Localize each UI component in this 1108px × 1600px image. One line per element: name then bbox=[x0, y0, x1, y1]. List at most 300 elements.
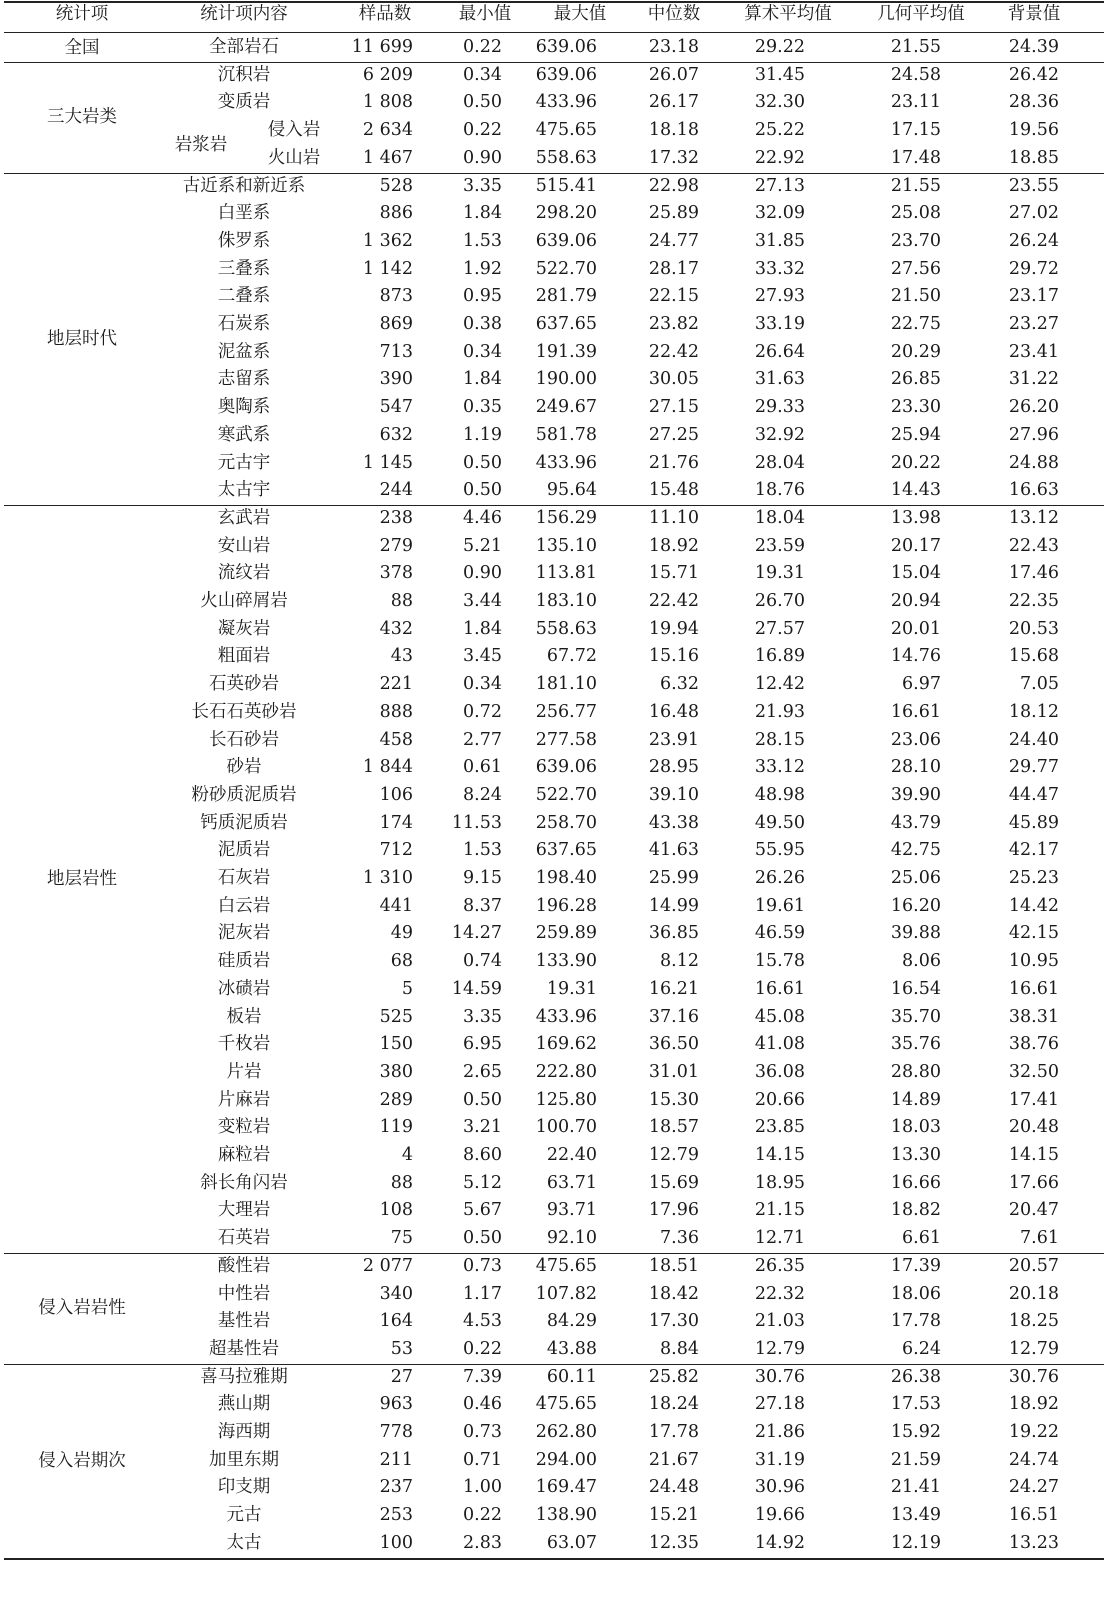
row-value: 26.42 bbox=[1008, 64, 1059, 85]
row-value: 23.06 bbox=[890, 729, 941, 750]
row-item-label: 二叠系 bbox=[217, 286, 271, 307]
row-value: 22.98 bbox=[648, 175, 699, 196]
row-value: 16.20 bbox=[890, 895, 941, 916]
row-value: 558.63 bbox=[535, 147, 597, 168]
row-value: 778 bbox=[379, 1422, 413, 1442]
row-value: 1 808 bbox=[362, 92, 413, 113]
row-value: 32.92 bbox=[754, 424, 805, 445]
row-value: 22.75 bbox=[890, 314, 941, 334]
row-item-label: 侏罗系 bbox=[217, 230, 271, 251]
row-value: 45.89 bbox=[1008, 812, 1059, 833]
row-value: 36.85 bbox=[648, 923, 699, 944]
row-value: 20.57 bbox=[1008, 1255, 1059, 1276]
row-value: 15.30 bbox=[648, 1089, 699, 1110]
row-value: 22.35 bbox=[1008, 591, 1059, 611]
row-value: 433.96 bbox=[535, 452, 597, 473]
group-label: 三大岩类 bbox=[47, 107, 117, 128]
row-value: 27.18 bbox=[754, 1394, 805, 1415]
row-value: 380 bbox=[379, 1061, 413, 1082]
row-value: 42.75 bbox=[890, 840, 941, 861]
row-value: 6.32 bbox=[660, 674, 699, 695]
row-value: 8.84 bbox=[660, 1338, 699, 1359]
row-value: 49 bbox=[390, 923, 413, 944]
row-value: 33.12 bbox=[754, 757, 805, 778]
row-value: 0.22 bbox=[463, 37, 502, 57]
row-value: 16.61 bbox=[890, 701, 941, 722]
row-value: 18.18 bbox=[648, 120, 699, 141]
row-item-label: 元古宇 bbox=[217, 452, 271, 473]
row-item-label: 侵入岩 bbox=[267, 120, 321, 141]
subgroup-label: 岩浆岩 bbox=[174, 134, 228, 155]
row-value: 277.58 bbox=[535, 729, 597, 750]
row-value: 39.88 bbox=[890, 923, 941, 944]
row-value: 0.38 bbox=[463, 314, 502, 334]
row-value: 16.21 bbox=[648, 978, 699, 999]
row-value: 1.53 bbox=[463, 840, 502, 861]
row-value: 873 bbox=[379, 286, 413, 307]
row-value: 7.39 bbox=[463, 1366, 502, 1387]
row-item-label: 泥灰岩 bbox=[217, 923, 271, 944]
row-value: 108 bbox=[379, 1200, 413, 1221]
row-value: 20.47 bbox=[1008, 1200, 1059, 1221]
row-value: 713 bbox=[379, 341, 413, 362]
row-value: 18.04 bbox=[754, 507, 805, 528]
table-bottom-rule bbox=[4, 1558, 1104, 1560]
row-value: 8.12 bbox=[660, 951, 699, 972]
row-value: 16.66 bbox=[890, 1172, 941, 1193]
row-value: 7.05 bbox=[1020, 674, 1059, 695]
row-value: 0.22 bbox=[463, 1505, 502, 1526]
row-value: 262.80 bbox=[535, 1422, 597, 1442]
row-value: 5.12 bbox=[463, 1172, 502, 1193]
row-value: 18.24 bbox=[648, 1394, 699, 1415]
row-item-label: 基性岩 bbox=[217, 1311, 271, 1332]
row-value: 0.50 bbox=[463, 92, 502, 113]
row-value: 869 bbox=[379, 314, 413, 334]
row-value: 19.94 bbox=[648, 618, 699, 639]
row-value: 36.08 bbox=[754, 1061, 805, 1082]
row-value: 19.31 bbox=[754, 563, 805, 584]
row-item-label: 石英砂岩 bbox=[209, 674, 279, 695]
row-value: 475.65 bbox=[535, 1255, 597, 1276]
row-value: 30.76 bbox=[1008, 1366, 1059, 1387]
row-item-label: 泥盆系 bbox=[217, 341, 271, 362]
row-value: 23.70 bbox=[890, 230, 941, 251]
row-item-label: 变质岩 bbox=[217, 92, 271, 113]
row-value: 5 bbox=[401, 978, 413, 999]
row-value: 100 bbox=[379, 1532, 413, 1553]
row-value: 43.88 bbox=[546, 1338, 597, 1359]
row-value: 18.92 bbox=[1008, 1394, 1059, 1415]
row-item-label: 凝灰岩 bbox=[217, 618, 271, 639]
row-value: 522.70 bbox=[535, 784, 597, 805]
row-value: 18.06 bbox=[890, 1283, 941, 1304]
row-value: 1 310 bbox=[362, 868, 413, 888]
row-value: 42.17 bbox=[1008, 840, 1059, 861]
row-item-label: 片麻岩 bbox=[217, 1089, 271, 1110]
row-item-label: 超基性岩 bbox=[209, 1338, 279, 1359]
row-value: 3.35 bbox=[463, 175, 502, 196]
row-value: 28.80 bbox=[890, 1061, 941, 1082]
row-value: 24.48 bbox=[648, 1477, 699, 1498]
row-value: 67.72 bbox=[546, 646, 597, 667]
row-value: 3.35 bbox=[463, 1006, 502, 1027]
row-value: 21.03 bbox=[754, 1311, 805, 1332]
row-value: 19.31 bbox=[546, 978, 597, 999]
row-value: 14.59 bbox=[451, 978, 502, 999]
row-value: 8.60 bbox=[463, 1145, 502, 1165]
row-value: 21.93 bbox=[754, 701, 805, 722]
row-value: 31.22 bbox=[1008, 369, 1059, 390]
row-value: 458 bbox=[379, 729, 413, 750]
row-value: 26.64 bbox=[754, 341, 805, 362]
row-value: 42.15 bbox=[1008, 923, 1059, 944]
row-value: 53 bbox=[390, 1338, 413, 1359]
row-value: 378 bbox=[379, 563, 413, 584]
row-value: 3.21 bbox=[463, 1117, 502, 1138]
row-value: 6 209 bbox=[362, 64, 413, 85]
row-value: 33.32 bbox=[754, 258, 805, 279]
group-label: 全国 bbox=[64, 37, 100, 58]
row-value: 17.78 bbox=[890, 1311, 941, 1332]
row-value: 8.24 bbox=[463, 784, 502, 805]
row-value: 21.55 bbox=[890, 175, 941, 196]
row-value: 340 bbox=[379, 1283, 413, 1304]
row-item-label: 三叠系 bbox=[217, 258, 271, 279]
row-value: 18.03 bbox=[890, 1117, 941, 1138]
row-value: 6.24 bbox=[902, 1338, 941, 1359]
row-value: 63.07 bbox=[546, 1532, 597, 1553]
row-item-label: 大理岩 bbox=[217, 1200, 271, 1221]
row-value: 17.30 bbox=[648, 1311, 699, 1332]
row-value: 29.33 bbox=[754, 397, 805, 418]
row-value: 26.35 bbox=[754, 1255, 805, 1276]
row-value: 441 bbox=[379, 895, 413, 916]
row-item-label: 粗面岩 bbox=[217, 646, 271, 667]
row-value: 95.64 bbox=[546, 480, 597, 501]
row-item-label: 片岩 bbox=[226, 1061, 262, 1082]
row-value: 49.50 bbox=[754, 812, 805, 833]
row-value: 281.79 bbox=[535, 286, 597, 307]
row-value: 25.82 bbox=[648, 1366, 699, 1387]
row-value: 29.77 bbox=[1008, 757, 1059, 778]
row-value: 191.39 bbox=[535, 341, 597, 362]
row-value: 18.92 bbox=[648, 535, 699, 556]
row-value: 14.42 bbox=[1008, 895, 1059, 916]
row-value: 1 467 bbox=[362, 147, 413, 168]
row-value: 14.15 bbox=[1008, 1145, 1059, 1165]
row-value: 15.48 bbox=[648, 480, 699, 501]
row-value: 44.47 bbox=[1008, 784, 1059, 805]
row-value: 25.06 bbox=[890, 868, 941, 888]
row-value: 88 bbox=[390, 591, 413, 611]
row-value: 18.57 bbox=[648, 1117, 699, 1138]
row-value: 45.08 bbox=[754, 1006, 805, 1027]
row-value: 1 362 bbox=[362, 230, 413, 251]
row-item-label: 寒武系 bbox=[217, 424, 271, 445]
row-value: 963 bbox=[379, 1394, 413, 1415]
row-value: 637.65 bbox=[535, 314, 597, 334]
row-value: 26.70 bbox=[754, 591, 805, 611]
row-value: 43.38 bbox=[648, 812, 699, 833]
row-value: 15.68 bbox=[1008, 646, 1059, 667]
row-value: 26.07 bbox=[648, 64, 699, 85]
row-value: 13.49 bbox=[890, 1505, 941, 1526]
row-item-label: 石炭系 bbox=[217, 314, 271, 334]
row-value: 0.34 bbox=[463, 64, 502, 85]
row-value: 4.53 bbox=[463, 1311, 502, 1332]
row-value: 25.23 bbox=[1008, 868, 1059, 888]
row-value: 0.46 bbox=[463, 1394, 502, 1415]
row-value: 2.77 bbox=[463, 729, 502, 750]
column-header: 样品数 bbox=[358, 4, 412, 24]
row-value: 23.91 bbox=[648, 729, 699, 750]
row-item-label: 太古 bbox=[226, 1532, 262, 1553]
row-value: 0.50 bbox=[463, 1089, 502, 1110]
row-value: 28.10 bbox=[890, 757, 941, 778]
row-value: 258.70 bbox=[535, 812, 597, 833]
row-value: 547 bbox=[379, 397, 413, 418]
row-value: 289 bbox=[379, 1089, 413, 1110]
row-value: 13.30 bbox=[890, 1145, 941, 1165]
row-value: 4 bbox=[401, 1145, 413, 1165]
row-value: 26.38 bbox=[890, 1366, 941, 1387]
row-value: 12.79 bbox=[648, 1145, 699, 1165]
row-item-label: 元古 bbox=[226, 1505, 262, 1526]
row-value: 28.36 bbox=[1008, 92, 1059, 113]
row-value: 11.10 bbox=[648, 507, 699, 528]
row-item-label: 长石砂岩 bbox=[209, 729, 279, 750]
row-value: 1.19 bbox=[463, 424, 502, 445]
row-item-label: 玄武岩 bbox=[217, 507, 271, 528]
row-value: 27 bbox=[390, 1366, 413, 1387]
row-item-label: 燕山期 bbox=[217, 1394, 271, 1415]
row-value: 16.51 bbox=[1008, 1505, 1059, 1526]
row-value: 211 bbox=[379, 1449, 413, 1470]
row-value: 25.94 bbox=[890, 424, 941, 445]
row-value: 14.92 bbox=[754, 1532, 805, 1553]
row-item-label: 石灰岩 bbox=[217, 868, 271, 888]
row-value: 48.98 bbox=[754, 784, 805, 805]
row-value: 23.30 bbox=[890, 397, 941, 418]
row-item-label: 砂岩 bbox=[226, 757, 262, 778]
row-value: 23.27 bbox=[1008, 314, 1059, 334]
row-value: 18.82 bbox=[890, 1200, 941, 1221]
row-value: 0.22 bbox=[463, 1338, 502, 1359]
row-value: 29.72 bbox=[1008, 258, 1059, 279]
row-value: 11.53 bbox=[451, 812, 502, 833]
row-value: 27.15 bbox=[648, 397, 699, 418]
row-value: 39.90 bbox=[890, 784, 941, 805]
row-value: 27.02 bbox=[1008, 203, 1059, 224]
row-item-label: 太古宇 bbox=[217, 480, 271, 501]
row-value: 12.19 bbox=[890, 1532, 941, 1553]
row-value: 21.15 bbox=[754, 1200, 805, 1221]
row-item-label: 白垩系 bbox=[217, 203, 271, 224]
row-value: 886 bbox=[379, 203, 413, 224]
row-value: 14.76 bbox=[890, 646, 941, 667]
row-value: 106 bbox=[379, 784, 413, 805]
row-value: 23.55 bbox=[1008, 175, 1059, 196]
row-value: 475.65 bbox=[535, 1394, 597, 1415]
row-value: 28.15 bbox=[754, 729, 805, 750]
row-item-label: 流纹岩 bbox=[217, 563, 271, 584]
row-value: 27.96 bbox=[1008, 424, 1059, 445]
row-value: 198.40 bbox=[535, 868, 597, 888]
row-item-label: 斜长角闪岩 bbox=[200, 1172, 288, 1193]
row-item-label: 志留系 bbox=[217, 369, 271, 390]
row-value: 17.15 bbox=[890, 120, 941, 141]
row-value: 55.95 bbox=[754, 840, 805, 861]
row-value: 15.71 bbox=[648, 563, 699, 584]
row-value: 33.19 bbox=[754, 314, 805, 334]
row-value: 433.96 bbox=[535, 92, 597, 113]
row-item-label: 冰碛岩 bbox=[217, 978, 271, 999]
row-value: 22.32 bbox=[754, 1283, 805, 1304]
row-value: 18.95 bbox=[754, 1172, 805, 1193]
row-value: 279 bbox=[379, 535, 413, 556]
row-value: 37.16 bbox=[648, 1006, 699, 1027]
row-value: 22.92 bbox=[754, 147, 805, 168]
row-value: 60.11 bbox=[546, 1366, 597, 1387]
row-value: 16.54 bbox=[890, 978, 941, 999]
row-value: 20.66 bbox=[754, 1089, 805, 1110]
column-header: 统计项 bbox=[55, 4, 109, 24]
row-value: 639.06 bbox=[535, 757, 597, 778]
row-value: 17.39 bbox=[890, 1255, 941, 1276]
row-value: 639.06 bbox=[535, 230, 597, 251]
row-value: 39.10 bbox=[648, 784, 699, 805]
row-value: 712 bbox=[379, 840, 413, 861]
row-value: 22.40 bbox=[546, 1145, 597, 1165]
row-item-label: 粉砂质泥质岩 bbox=[191, 784, 297, 805]
row-value: 256.77 bbox=[535, 701, 597, 722]
column-header: 最大值 bbox=[553, 4, 607, 24]
row-value: 0.34 bbox=[463, 674, 502, 695]
row-value: 30.76 bbox=[754, 1366, 805, 1387]
row-value: 0.22 bbox=[463, 120, 502, 141]
row-value: 0.50 bbox=[463, 480, 502, 501]
row-value: 169.62 bbox=[535, 1034, 597, 1055]
row-value: 32.09 bbox=[754, 203, 805, 224]
row-value: 525 bbox=[379, 1006, 413, 1027]
row-value: 133.90 bbox=[535, 951, 597, 972]
row-value: 4.46 bbox=[463, 507, 502, 528]
row-value: 2 634 bbox=[362, 120, 413, 141]
group-label: 侵入岩岩性 bbox=[38, 1298, 126, 1319]
row-value: 1.53 bbox=[463, 230, 502, 251]
row-value: 15.69 bbox=[648, 1172, 699, 1193]
row-value: 2.65 bbox=[463, 1061, 502, 1082]
group-separator-rule bbox=[4, 1364, 1104, 1365]
header-rule bbox=[4, 32, 1104, 33]
row-value: 22.42 bbox=[648, 341, 699, 362]
row-value: 1 844 bbox=[362, 757, 413, 778]
row-value: 639.06 bbox=[535, 64, 597, 85]
row-value: 28.04 bbox=[754, 452, 805, 473]
row-value: 1.92 bbox=[463, 258, 502, 279]
row-item-label: 酸性岩 bbox=[217, 1255, 271, 1276]
row-value: 23.11 bbox=[890, 92, 941, 113]
row-item-label: 加里东期 bbox=[209, 1449, 279, 1470]
row-value: 20.94 bbox=[890, 591, 941, 611]
row-value: 16.48 bbox=[648, 701, 699, 722]
row-value: 29.22 bbox=[754, 37, 805, 57]
row-value: 9.15 bbox=[463, 868, 502, 888]
row-value: 221 bbox=[379, 674, 413, 695]
row-value: 22.42 bbox=[648, 591, 699, 611]
row-item-label: 沉积岩 bbox=[217, 64, 271, 85]
row-value: 43 bbox=[390, 646, 413, 667]
column-header: 最小值 bbox=[458, 4, 512, 24]
row-value: 28.17 bbox=[648, 258, 699, 279]
row-item-label: 中性岩 bbox=[217, 1283, 271, 1304]
row-value: 150 bbox=[379, 1034, 413, 1055]
row-value: 31.01 bbox=[648, 1061, 699, 1082]
row-value: 433.96 bbox=[535, 1006, 597, 1027]
row-value: 5.21 bbox=[463, 535, 502, 556]
row-value: 12.35 bbox=[648, 1532, 699, 1553]
row-value: 8.37 bbox=[463, 895, 502, 916]
row-value: 259.89 bbox=[535, 923, 597, 944]
row-value: 169.47 bbox=[535, 1477, 597, 1498]
row-value: 390 bbox=[379, 369, 413, 390]
row-value: 581.78 bbox=[535, 424, 597, 445]
row-value: 888 bbox=[379, 701, 413, 722]
row-value: 24.88 bbox=[1008, 452, 1059, 473]
row-value: 16.63 bbox=[1008, 480, 1059, 501]
row-value: 183.10 bbox=[535, 591, 597, 611]
row-value: 0.73 bbox=[463, 1255, 502, 1276]
row-value: 31.63 bbox=[754, 369, 805, 390]
row-value: 23.82 bbox=[648, 314, 699, 334]
row-value: 30.96 bbox=[754, 1477, 805, 1498]
row-value: 632 bbox=[379, 424, 413, 445]
row-value: 0.72 bbox=[463, 701, 502, 722]
row-value: 294.00 bbox=[535, 1449, 597, 1470]
row-value: 30.05 bbox=[648, 369, 699, 390]
row-value: 46.59 bbox=[754, 923, 805, 944]
row-value: 18.12 bbox=[1008, 701, 1059, 722]
group-separator-rule bbox=[4, 62, 1104, 63]
row-value: 31.19 bbox=[754, 1449, 805, 1470]
row-value: 14.89 bbox=[890, 1089, 941, 1110]
row-value: 27.57 bbox=[754, 618, 805, 639]
row-value: 21.55 bbox=[890, 37, 941, 57]
row-value: 26.85 bbox=[890, 369, 941, 390]
row-value: 27.25 bbox=[648, 424, 699, 445]
row-value: 21.86 bbox=[754, 1422, 805, 1442]
row-value: 190.00 bbox=[535, 369, 597, 390]
row-value: 35.70 bbox=[890, 1006, 941, 1027]
row-value: 12.42 bbox=[754, 674, 805, 695]
table-top-rule bbox=[4, 1, 1104, 3]
row-value: 25.89 bbox=[648, 203, 699, 224]
row-value: 24.27 bbox=[1008, 1477, 1059, 1498]
row-value: 1.17 bbox=[463, 1283, 502, 1304]
row-value: 125.80 bbox=[535, 1089, 597, 1110]
row-value: 639.06 bbox=[535, 37, 597, 57]
row-value: 15.92 bbox=[890, 1422, 941, 1442]
group-label: 侵入岩期次 bbox=[38, 1450, 126, 1471]
row-value: 21.76 bbox=[648, 452, 699, 473]
row-value: 14.15 bbox=[754, 1145, 805, 1165]
row-value: 36.50 bbox=[648, 1034, 699, 1055]
row-value: 17.46 bbox=[1008, 563, 1059, 584]
row-value: 23.18 bbox=[648, 37, 699, 57]
row-value: 0.50 bbox=[463, 452, 502, 473]
column-header: 统计项内容 bbox=[200, 4, 288, 24]
